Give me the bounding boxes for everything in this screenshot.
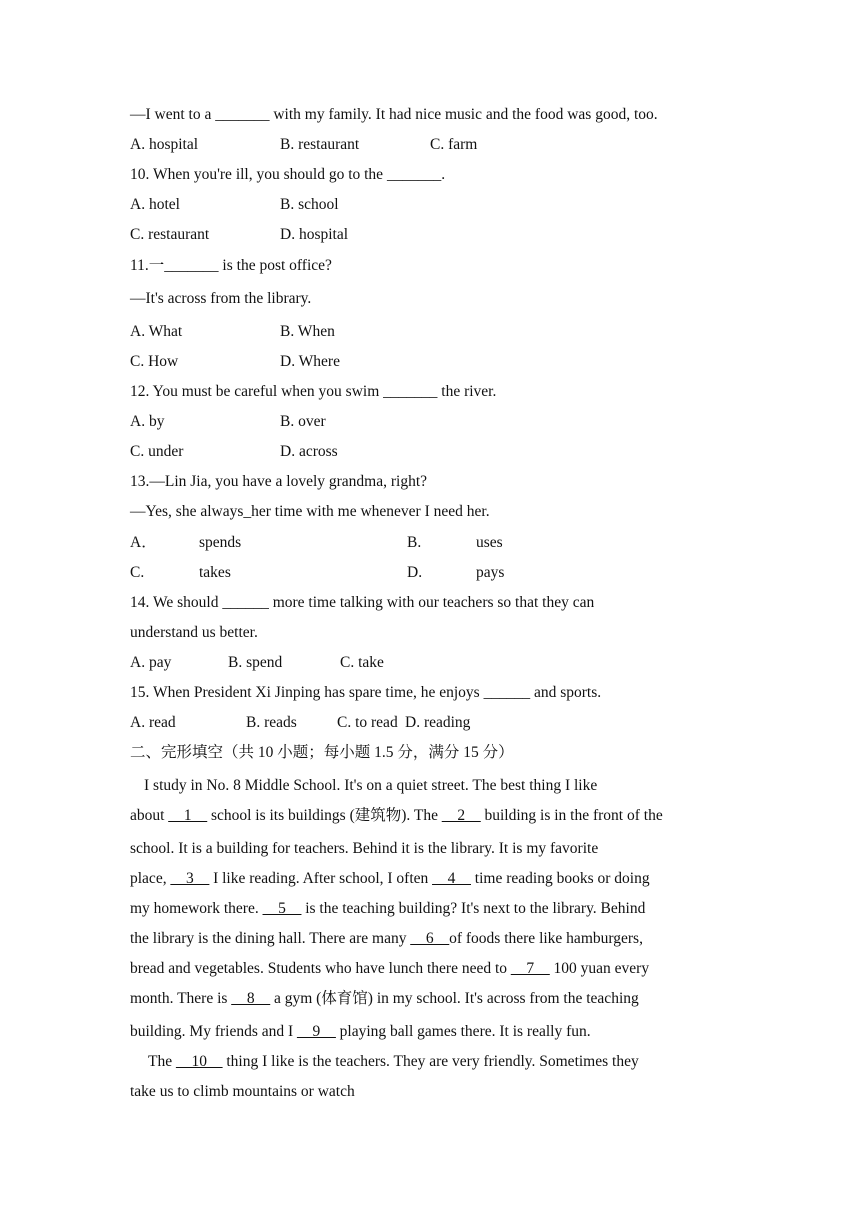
cloze-blank-4: __4__ — [432, 870, 471, 887]
q13-stem: 13.—Lin Jia, you have a lovely grandma, right? — [130, 473, 428, 490]
q13-option-b-word: uses — [476, 534, 503, 551]
q14-stem-continued: understand us better. — [130, 624, 258, 641]
cloze-blank-7: __7__ — [510, 960, 550, 977]
passage-text: The — [148, 1053, 176, 1070]
q15-option-d: D. reading — [405, 714, 471, 731]
q10-option-d: D. hospital — [280, 226, 349, 243]
q10-option-b: B. school — [280, 196, 339, 213]
section2-heading: 二、完形填空（共 10 小题；每小题 1.5 分，满分 15 分） — [130, 744, 514, 761]
passage-text: thing I like is the teachers. They are very friendly. Sometimes they — [222, 1053, 639, 1070]
cloze-blank-10: __10__ — [175, 1053, 223, 1070]
passage-text: school is its buildings (建筑物). The — [207, 807, 442, 824]
passage-text: the library is the dining hall. There are many — [130, 930, 411, 947]
cloze-blank-1: __1__ — [168, 807, 208, 824]
passage-text: of foods there like hamburgers, — [449, 930, 643, 947]
q10-option-a: A. hotel — [130, 196, 180, 213]
passage-text: my homework there. — [130, 900, 263, 917]
q15-option-a: A. read — [130, 714, 176, 731]
q15-blank: ______ — [483, 684, 531, 701]
q13-option-a-word: spends — [199, 534, 242, 551]
passage-line-2 — [130, 806, 663, 826]
passage-line-3: school. It is a building for teachers. Behind it is the library. It is my favorite — [130, 840, 599, 857]
cloze-blank-8: __8__ — [231, 990, 271, 1007]
passage-text: time reading books or doing — [470, 870, 650, 887]
passage-line-7 — [130, 959, 649, 979]
passage-text: building is in the front of the — [480, 807, 663, 824]
cloze-blank-2: __2__ — [441, 807, 481, 824]
cloze-blank-5: __5__ — [262, 900, 302, 917]
q9-option-a: A. hospital — [130, 136, 199, 153]
passage-text: I like reading. After school, I often — [209, 870, 433, 887]
q11-stem: 11.一_______ is the post office? — [130, 257, 332, 274]
q12-option-a: A. by — [130, 413, 165, 430]
passage-line-5 — [130, 899, 645, 919]
q13-option-c-letter: C. — [130, 564, 145, 581]
passage-text: playing ball games there. It is really fun. — [335, 1023, 591, 1040]
q14-option-b: B. spend — [228, 654, 283, 671]
passage-text: 100 yuan every — [549, 960, 650, 977]
passage-line-9 — [130, 1022, 591, 1042]
passage-text: bread and vegetables. Students who have lunch there need to — [130, 960, 511, 977]
q12-option-b: B. over — [280, 413, 326, 430]
q15-option-c: C. to read — [337, 714, 398, 731]
q12-option-d: D. across — [280, 443, 338, 460]
cloze-blank-3: __3__ — [170, 870, 210, 887]
passage-line-10 — [148, 1052, 639, 1072]
q14-blank: ______ — [222, 594, 269, 611]
q14-stem — [130, 593, 594, 613]
q11-answer-line: —It's across from the library. — [130, 290, 312, 307]
q9-answer-line: —I went to a _______ with my family. It had nice music and the food was good, too. — [130, 106, 658, 123]
q10-option-c: C. restaurant — [130, 226, 210, 243]
q14-text-after: more time talking with our teachers so that they can — [268, 594, 595, 611]
cloze-blank-6: __6__ — [410, 930, 450, 947]
q11-option-d: D. Where — [280, 353, 340, 370]
passage-text: place, — [130, 870, 171, 887]
q15-option-b: B. reads — [246, 714, 297, 731]
q14-option-c: C. take — [340, 654, 384, 671]
q14-text-before: 14. We should — [130, 594, 223, 611]
q13-option-d-letter: D. — [407, 564, 423, 581]
q9-option-c: C. farm — [430, 136, 478, 153]
passage-line-1: I study in No. 8 Middle School. It's on a quiet street. The best thing I like — [144, 777, 598, 794]
passage-line-11: take us to climb mountains or watch — [130, 1083, 355, 1100]
q13-option-d-word: pays — [476, 564, 505, 581]
cloze-blank-9: __9__ — [297, 1023, 336, 1040]
q9-option-b: B. restaurant — [280, 136, 360, 153]
q13-option-c-word: takes — [199, 564, 231, 581]
q12-option-c: C. under — [130, 443, 184, 460]
q13-answer-line: —Yes, she always_her time with me whenever I need her. — [130, 503, 490, 520]
q11-option-b: B. When — [280, 323, 335, 340]
q14-option-a: A. pay — [130, 654, 172, 671]
q11-option-c: C. How — [130, 353, 179, 370]
passage-text: building. My friends and I — [130, 1023, 298, 1040]
q15-stem — [130, 683, 601, 703]
passage-line-8 — [130, 989, 639, 1009]
passage-line-6 — [130, 929, 643, 949]
q15-text-before: 15. When President Xi Jinping has spare time, he enjoys — [130, 684, 484, 701]
passage-text: month. There is — [130, 990, 232, 1007]
q13-option-a-letter: A． — [130, 534, 157, 551]
q13-option-b-letter: B. — [407, 534, 422, 551]
passage-text: is the teaching building? It's next to the library. Behind — [301, 900, 646, 917]
passage-text: a gym (体育馆) in my school. It's across from the teaching — [270, 990, 639, 1007]
q12-stem: 12. You must be careful when you swim _______ the river. — [130, 383, 497, 400]
q11-option-a: A. What — [130, 323, 183, 340]
passage-text: about — [130, 807, 169, 824]
passage-line-4 — [130, 869, 650, 889]
q10-stem: 10. When you're ill, you should go to the _______. — [130, 166, 446, 183]
q15-text-after: and sports. — [530, 684, 602, 701]
